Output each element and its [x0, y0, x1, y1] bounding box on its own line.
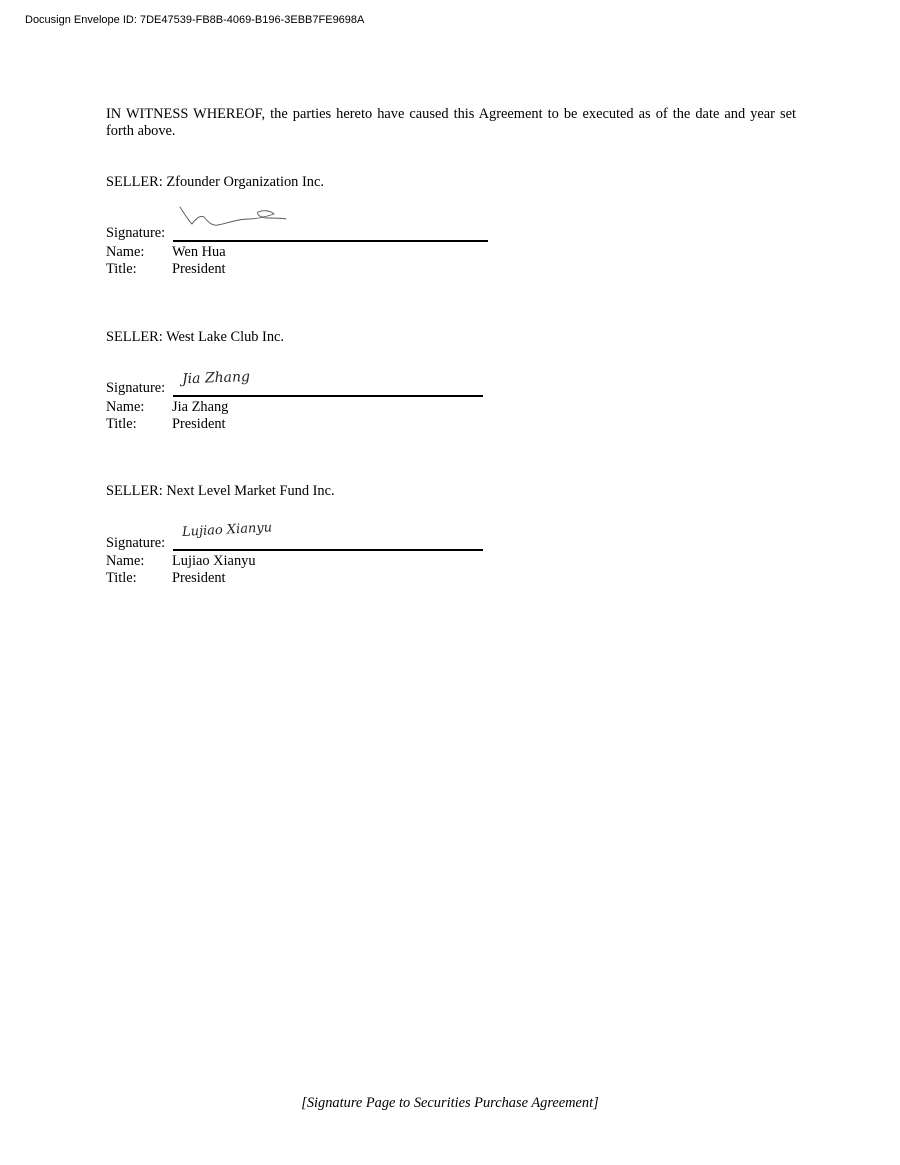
seller-heading: SELLER: Zfounder Organization Inc.	[106, 174, 324, 190]
seller-heading: SELLER: Next Level Market Fund Inc.	[106, 483, 335, 499]
name-value: Lujiao Xianyu	[172, 553, 256, 569]
seller-block-1	[106, 174, 506, 284]
title-label: Title:	[106, 416, 137, 432]
handwritten-signature	[180, 362, 300, 392]
witness-paragraph: IN WITNESS WHEREOF, the parties hereto have caused this Agreement to be executed as of the date and year set forth above.	[106, 106, 796, 139]
title-label: Title:	[106, 570, 137, 586]
docusign-envelope-id: Docusign Envelope ID: 7DE47539-FB8B-4069-B196-3EBB7FE9698A	[25, 14, 365, 26]
title-value: President	[172, 570, 226, 586]
signature-line	[173, 549, 483, 551]
title-value: President	[172, 416, 226, 432]
signature-line	[173, 240, 488, 242]
handwritten-signature	[180, 516, 300, 546]
seller-block-2	[106, 329, 506, 439]
name-label: Name:	[106, 553, 145, 569]
signature-page-footer: [Signature Page to Securities Purchase Agreement]	[301, 1095, 599, 1111]
svg-text:Jia Zhang: Jia Zhang	[181, 368, 251, 388]
signature-line	[173, 395, 483, 397]
name-value: Wen Hua	[172, 244, 226, 260]
handwritten-signature	[178, 204, 298, 238]
signature-label: Signature:	[106, 380, 166, 396]
svg-text:Lujiao Xianyu: Lujiao Xianyu	[181, 520, 273, 540]
title-value: President	[172, 261, 226, 277]
name-label: Name:	[106, 244, 145, 260]
signature-label: Signature:	[106, 225, 166, 241]
signature-label: Signature:	[106, 535, 166, 551]
name-label: Name:	[106, 399, 145, 415]
name-value: Jia Zhang	[172, 399, 229, 415]
seller-block-3	[106, 483, 506, 593]
title-label: Title:	[106, 261, 137, 277]
seller-heading: SELLER: West Lake Club Inc.	[106, 329, 285, 345]
